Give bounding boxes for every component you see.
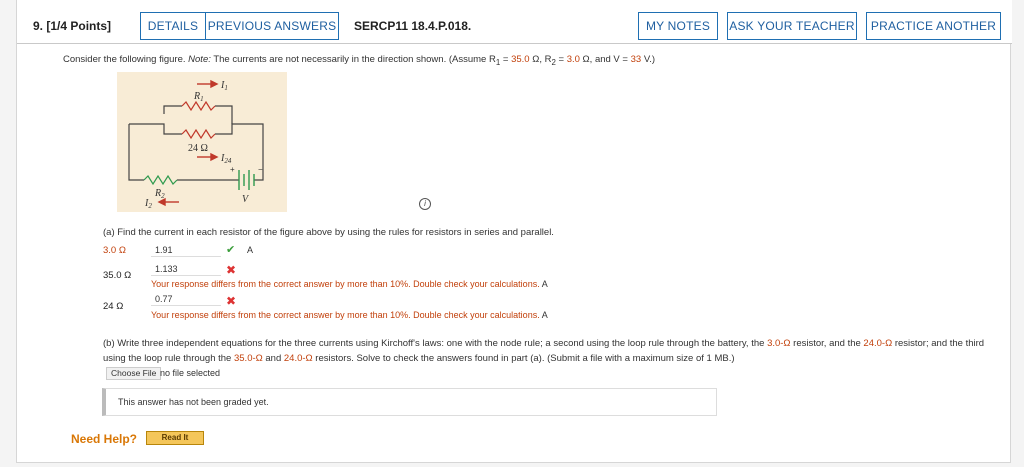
unit-label: A xyxy=(541,310,548,320)
i1-label: $I_1$ xyxy=(221,80,228,92)
x-mark-icon: ✖ xyxy=(226,294,237,308)
circuit-figure xyxy=(117,72,287,212)
grading-status: This answer has not been graded yet. xyxy=(102,388,717,416)
feedback-text: Your response differs from the correct answer by more than 10%. Double check your calculations. xyxy=(151,310,540,320)
part-a-prompt: (a) Find the current in each resistor of the figure above by using the rules for resistors in series and parallel. xyxy=(103,227,554,238)
file-status: no file selected xyxy=(160,368,221,378)
prompt-text: The currents are not necessarily in the direction shown. (Assume R xyxy=(210,54,496,65)
prompt-subscript: 2 xyxy=(551,57,556,67)
part-b-text: (b) Write three independent equations for the three currents using Kirchoff's laws: one with the node rule; a second using the loop rule through the battery, the xyxy=(103,338,768,349)
choose-file-button[interactable]: Choose File xyxy=(106,367,161,380)
part-b-text: and xyxy=(262,353,284,364)
part-b-text: resistor, and the xyxy=(790,338,864,349)
feedback-message xyxy=(151,279,548,289)
r2-value: 3.0 xyxy=(566,54,580,65)
part-b-prompt xyxy=(103,336,1008,366)
arrow-i24 xyxy=(197,154,217,160)
question-prompt xyxy=(63,54,655,67)
ask-teacher-button[interactable]: ASK YOUR TEACHER xyxy=(727,12,857,40)
details-button[interactable]: DETAILS xyxy=(140,12,206,40)
feedback-message xyxy=(151,310,548,320)
question-header xyxy=(17,0,1012,44)
r1-label: $R_1$ xyxy=(194,91,204,103)
voltage-value: 33 xyxy=(630,54,642,65)
prompt-text: Ω, R xyxy=(529,54,552,65)
prompt-text: Consider the following figure. xyxy=(63,54,189,65)
r2-label: $R_2$ xyxy=(155,188,165,200)
prompt-note: Note: xyxy=(188,54,211,65)
resistor-ref: 35.0-Ω xyxy=(233,353,263,364)
check-icon: ✔ xyxy=(226,244,236,256)
need-help-label: Need Help? xyxy=(71,432,138,446)
resistor-ref: 24.0-Ω xyxy=(863,338,893,349)
resistor-r1 xyxy=(182,102,215,110)
resistor-label-3ohm: 3.0 Ω xyxy=(103,245,126,256)
prompt-text: Ω, and V = xyxy=(579,54,631,65)
battery-minus: − xyxy=(258,165,263,174)
question-id: SERCP11 18.4.P.018. xyxy=(354,19,472,33)
unit-label: A xyxy=(541,279,548,289)
my-notes-button[interactable]: MY NOTES xyxy=(638,12,718,40)
question-label: 9. [1/4 Points] xyxy=(33,19,112,33)
previous-answers-button[interactable]: PREVIOUS ANSWERS xyxy=(205,12,339,40)
i24-label: $I_{24}$ xyxy=(221,153,232,165)
circuit-diagram xyxy=(117,72,287,212)
feedback-text: Your response differs from the correct answer by more than 10%. Double check your calculations. xyxy=(151,279,540,289)
battery-plus: + xyxy=(230,165,235,174)
unit-label: A xyxy=(247,245,254,255)
info-icon[interactable]: i xyxy=(419,198,431,210)
arrow-i1 xyxy=(197,81,217,87)
part-b-text: resistors. Solve to check the answers found in part (a). (Submit a file with a maximum size of 1 MB.) xyxy=(312,353,735,364)
answer-value: 1.133 xyxy=(155,264,178,274)
answer-value: 1.91 xyxy=(155,245,173,255)
part-b-text: resistor; and the third using the loop rule through the xyxy=(103,338,985,364)
i2-label: $I_2$ xyxy=(145,198,152,210)
answer-value: 0.77 xyxy=(155,294,173,304)
prompt-text: V.) xyxy=(641,54,656,65)
voltage-label: V xyxy=(242,194,249,205)
practice-another-button[interactable]: PRACTICE ANOTHER xyxy=(866,12,1001,40)
prompt-text: = xyxy=(500,54,512,65)
read-it-button[interactable]: Read It xyxy=(146,431,204,445)
r24-label: 24 Ω xyxy=(188,143,208,154)
x-mark-icon: ✖ xyxy=(226,263,237,277)
resistor-label-35ohm: 35.0 Ω xyxy=(103,270,132,281)
resistor-r2 xyxy=(144,176,177,184)
resistor-ref: 24.0-Ω xyxy=(283,353,313,364)
resistor-label-24ohm: 24 Ω xyxy=(103,301,124,312)
question-card xyxy=(16,0,1011,463)
battery-icon xyxy=(239,170,254,190)
resistor-r24 xyxy=(182,130,215,138)
prompt-text: = xyxy=(555,54,567,65)
r1-value: 35.0 xyxy=(511,54,530,65)
prompt-subscript: 1 xyxy=(495,57,501,67)
resistor-ref: 3.0-Ω xyxy=(767,338,791,349)
